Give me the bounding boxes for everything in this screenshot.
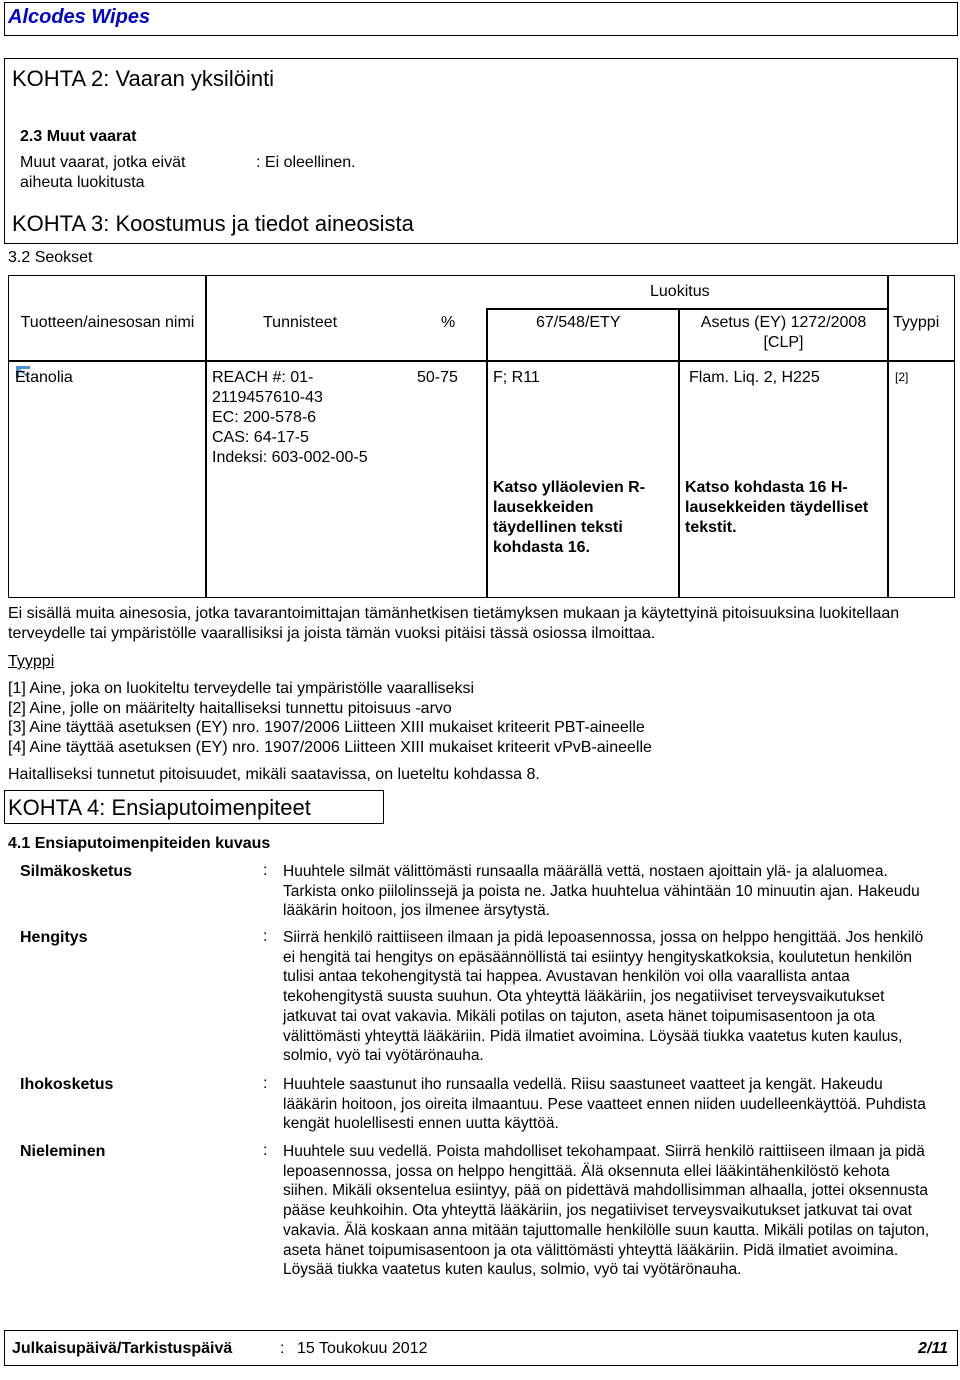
footer-colon: : xyxy=(280,1340,285,1357)
th-clp: Asetus (EY) 1272/2008 [CLP] xyxy=(700,314,867,351)
type-list xyxy=(8,679,954,757)
other-hazards-text: Ei oleellinen. xyxy=(264,154,356,171)
first-aid-label-eye: Silmäkosketus xyxy=(20,863,133,880)
footer-date-label: Julkaisupäivä/Tarkistuspäivä xyxy=(12,1340,233,1357)
table-vline-3 xyxy=(678,308,680,598)
other-hazards-label: Muut vaarat, jotka eivät aiheuta luokitusta xyxy=(20,154,186,191)
first-aid-colon-eye: : xyxy=(263,862,268,879)
row-type: [2] xyxy=(895,370,909,384)
section2-subsection: 2.3 Muut vaarat xyxy=(20,128,137,145)
product-name: Alcodes Wipes xyxy=(8,6,151,28)
exposure-note: Haitalliseksi tunnetut pitoisuudet, mikäli saatavissa, on lueteltu kohdassa 8. xyxy=(8,766,540,783)
th-percent: % xyxy=(441,314,456,331)
first-aid-colon-ingestion: : xyxy=(263,1142,268,1159)
section4-subsection: 4.1 Ensiaputoimenpiteiden kuvaus xyxy=(8,835,271,852)
type-item-1: [1] Aine, joka on luokiteltu terveydelle tai ympäristölle vaaralliseksi xyxy=(8,680,475,697)
section4-title: KOHTA 4: Ensiaputoimenpiteet xyxy=(8,795,311,820)
section3-title: KOHTA 3: Koostumus ja tiedot aineosista xyxy=(12,211,414,236)
row-percent: 50-75 xyxy=(417,369,458,386)
first-aid-label-skin: Ihokosketus xyxy=(20,1076,114,1093)
first-aid-colon-inhalation: : xyxy=(263,928,268,945)
first-aid-label-ingestion: Nieleminen xyxy=(20,1143,106,1160)
section2-title: KOHTA 2: Vaaran yksilöinti xyxy=(12,66,275,91)
table-vline-2 xyxy=(486,308,488,598)
first-aid-text-skin: Huuhtele saastunut iho runsaalla vedellä. Riisu saastuneet vaatteet ja kengät. Hakeudu lääkärin hoitoon, jos oireita ilmaantuu. Pese vaatteet ennen niiden uudelleenkäyttöä. Puhdista kengät huolellisesti ennen uutta käyttöä. xyxy=(283,1076,926,1133)
other-hazards-value: : Ei oleellinen. xyxy=(256,154,356,171)
type-item-2: [2] Aine, jolle on määritelty haitalliseksi tunnettu pitoisuus -arvo xyxy=(8,699,452,717)
table-vline-1 xyxy=(205,275,207,598)
row-clp: Flam. Liq. 2, H225 xyxy=(689,369,820,386)
th-identifiers: Tunnisteet xyxy=(263,314,338,331)
first-aid-text-ingestion: Huuhtele suu vedellä. Poista mahdolliset tekohampaat. Siirrä henkilö raittiiseen ilmaan ja pidä lepoasennossa, jossa on helppo hengittää. Älä oksennuta ellei lääkintähenkilöstö kehota siihen. Mikäli oksentelua esiintyy, pää on pidettävä mahdollisimman alhaalla, jottei oksennusta pääse keuhkoihin. Ota yhteyttä lääkäriin, jos negatiiviset terveysvaikutukset jatkuvat tai ovat vakavia. Älä koskaan anna mitään tajuttomalle henkilölle suun kautta. Mikäli potilas on tajuton, aseta hänet toipumisasentoon ja ota välittömästi yhteyttä lääkäriin. Pidä ilmatiet avoimina. Löysää tiukka vaatetus kuten kaulus, solmio, vyö tai vyötärönauha. xyxy=(283,1143,930,1279)
th-type: Tyyppi xyxy=(893,314,940,331)
footer-page-number: 2/11 xyxy=(918,1340,948,1357)
th-dsd: 67/548/ETY xyxy=(536,314,621,331)
first-aid-label-inhalation: Hengitys xyxy=(20,929,88,946)
first-aid-text-eye: Huuhtele silmät välittömästi runsaalla määrällä vettä, nostaen ajoittain ylä- ja alaluomea. Tarkista onko piilolinssejä ja poista ne. Jatka huuhtelua vähintään 10 minuutin ajan. Hakeudu lääkärin hoitoon, jos ilmenee ärsytystä. xyxy=(283,863,920,920)
table-vline-4 xyxy=(887,275,889,598)
table-hline-luokitus xyxy=(486,308,887,310)
footer-date-value: 15 Toukokuu 2012 xyxy=(297,1340,428,1357)
row-name: Etanolia xyxy=(15,369,73,386)
id-reach-cont: 2119457610-43 xyxy=(212,389,323,406)
id-cas: CAS: 64-17-5 xyxy=(212,429,309,446)
row-identifiers xyxy=(212,368,412,468)
first-aid-text-inhalation: Siirrä henkilö raittiiseen ilmaan ja pidä lepoasennossa, jossa on helppo hengittää. Jos henkilö ei hengitä tai hengitys on epäsäännöllistä tai esiintyy hengityskatkoksia, koulutetun henkilön tulisi antaa tekohengitystä tai happea. Avustavan henkilön voi olla vaarallista antaa tekohengitystä suusta suuhun. Ota yhteyttä lääkäriin, jos negatiiviset terveysvaikutukset jatkuvat tai ovat vakavia. Mikäli potilas on tajuton, aseta hänet toipumisasentoon ja ota välittömästi yhteyttä lääkäriin. Pidä ilmatiet avoimina. Löysää tiukka vaatetus kuten kaulus, solmio, vyö tai vyötärönauha. xyxy=(283,929,924,1065)
th-name: Tuotteen/ainesosan nimi xyxy=(20,314,195,331)
id-ec: EC: 200-578-6 xyxy=(212,409,317,426)
section3-subsection: 3.2 Seokset xyxy=(8,249,93,266)
id-index: Indeksi: 603-002-00-5 xyxy=(212,449,368,466)
row-dsd: F; R11 xyxy=(493,369,540,386)
th-classification: Luokitus xyxy=(650,283,710,300)
id-reach: REACH #: 01- xyxy=(212,369,314,386)
composition-disclaimer: Ei sisällä muita ainesosia, jotka tavarantoimittajan tämänhetkisen tietämyksen mukaan ja käytettyinä pitoisuuksina luokitellaan terveydelle tai ympäristölle vaarallisiksi ja joista tämän vuoksi pitäisi tässä osiossa ilmoittaa. xyxy=(8,605,900,642)
type-item-4: [4] Aine täyttää asetuksen (EY) nro. 1907/2006 Liitteen XIII mukaiset kriteerit vPvB-aineelle xyxy=(8,738,652,756)
note-h-phrases: Katso kohdasta 16 H-lausekkeiden täydelliset tekstit. xyxy=(685,479,869,536)
type-heading: Tyyppi xyxy=(8,653,55,670)
note-r-phrases: Katso ylläolevien R-lausekkeiden täydellinen teksti kohdasta 16. xyxy=(493,479,646,556)
first-aid-colon-skin: : xyxy=(263,1075,268,1092)
type-item-3: [3] Aine täyttää asetuksen (EY) nro. 1907/2006 Liitteen XIII mukaiset kriteerit PBT-aineelle xyxy=(8,719,645,737)
table-hline-header xyxy=(8,360,955,362)
